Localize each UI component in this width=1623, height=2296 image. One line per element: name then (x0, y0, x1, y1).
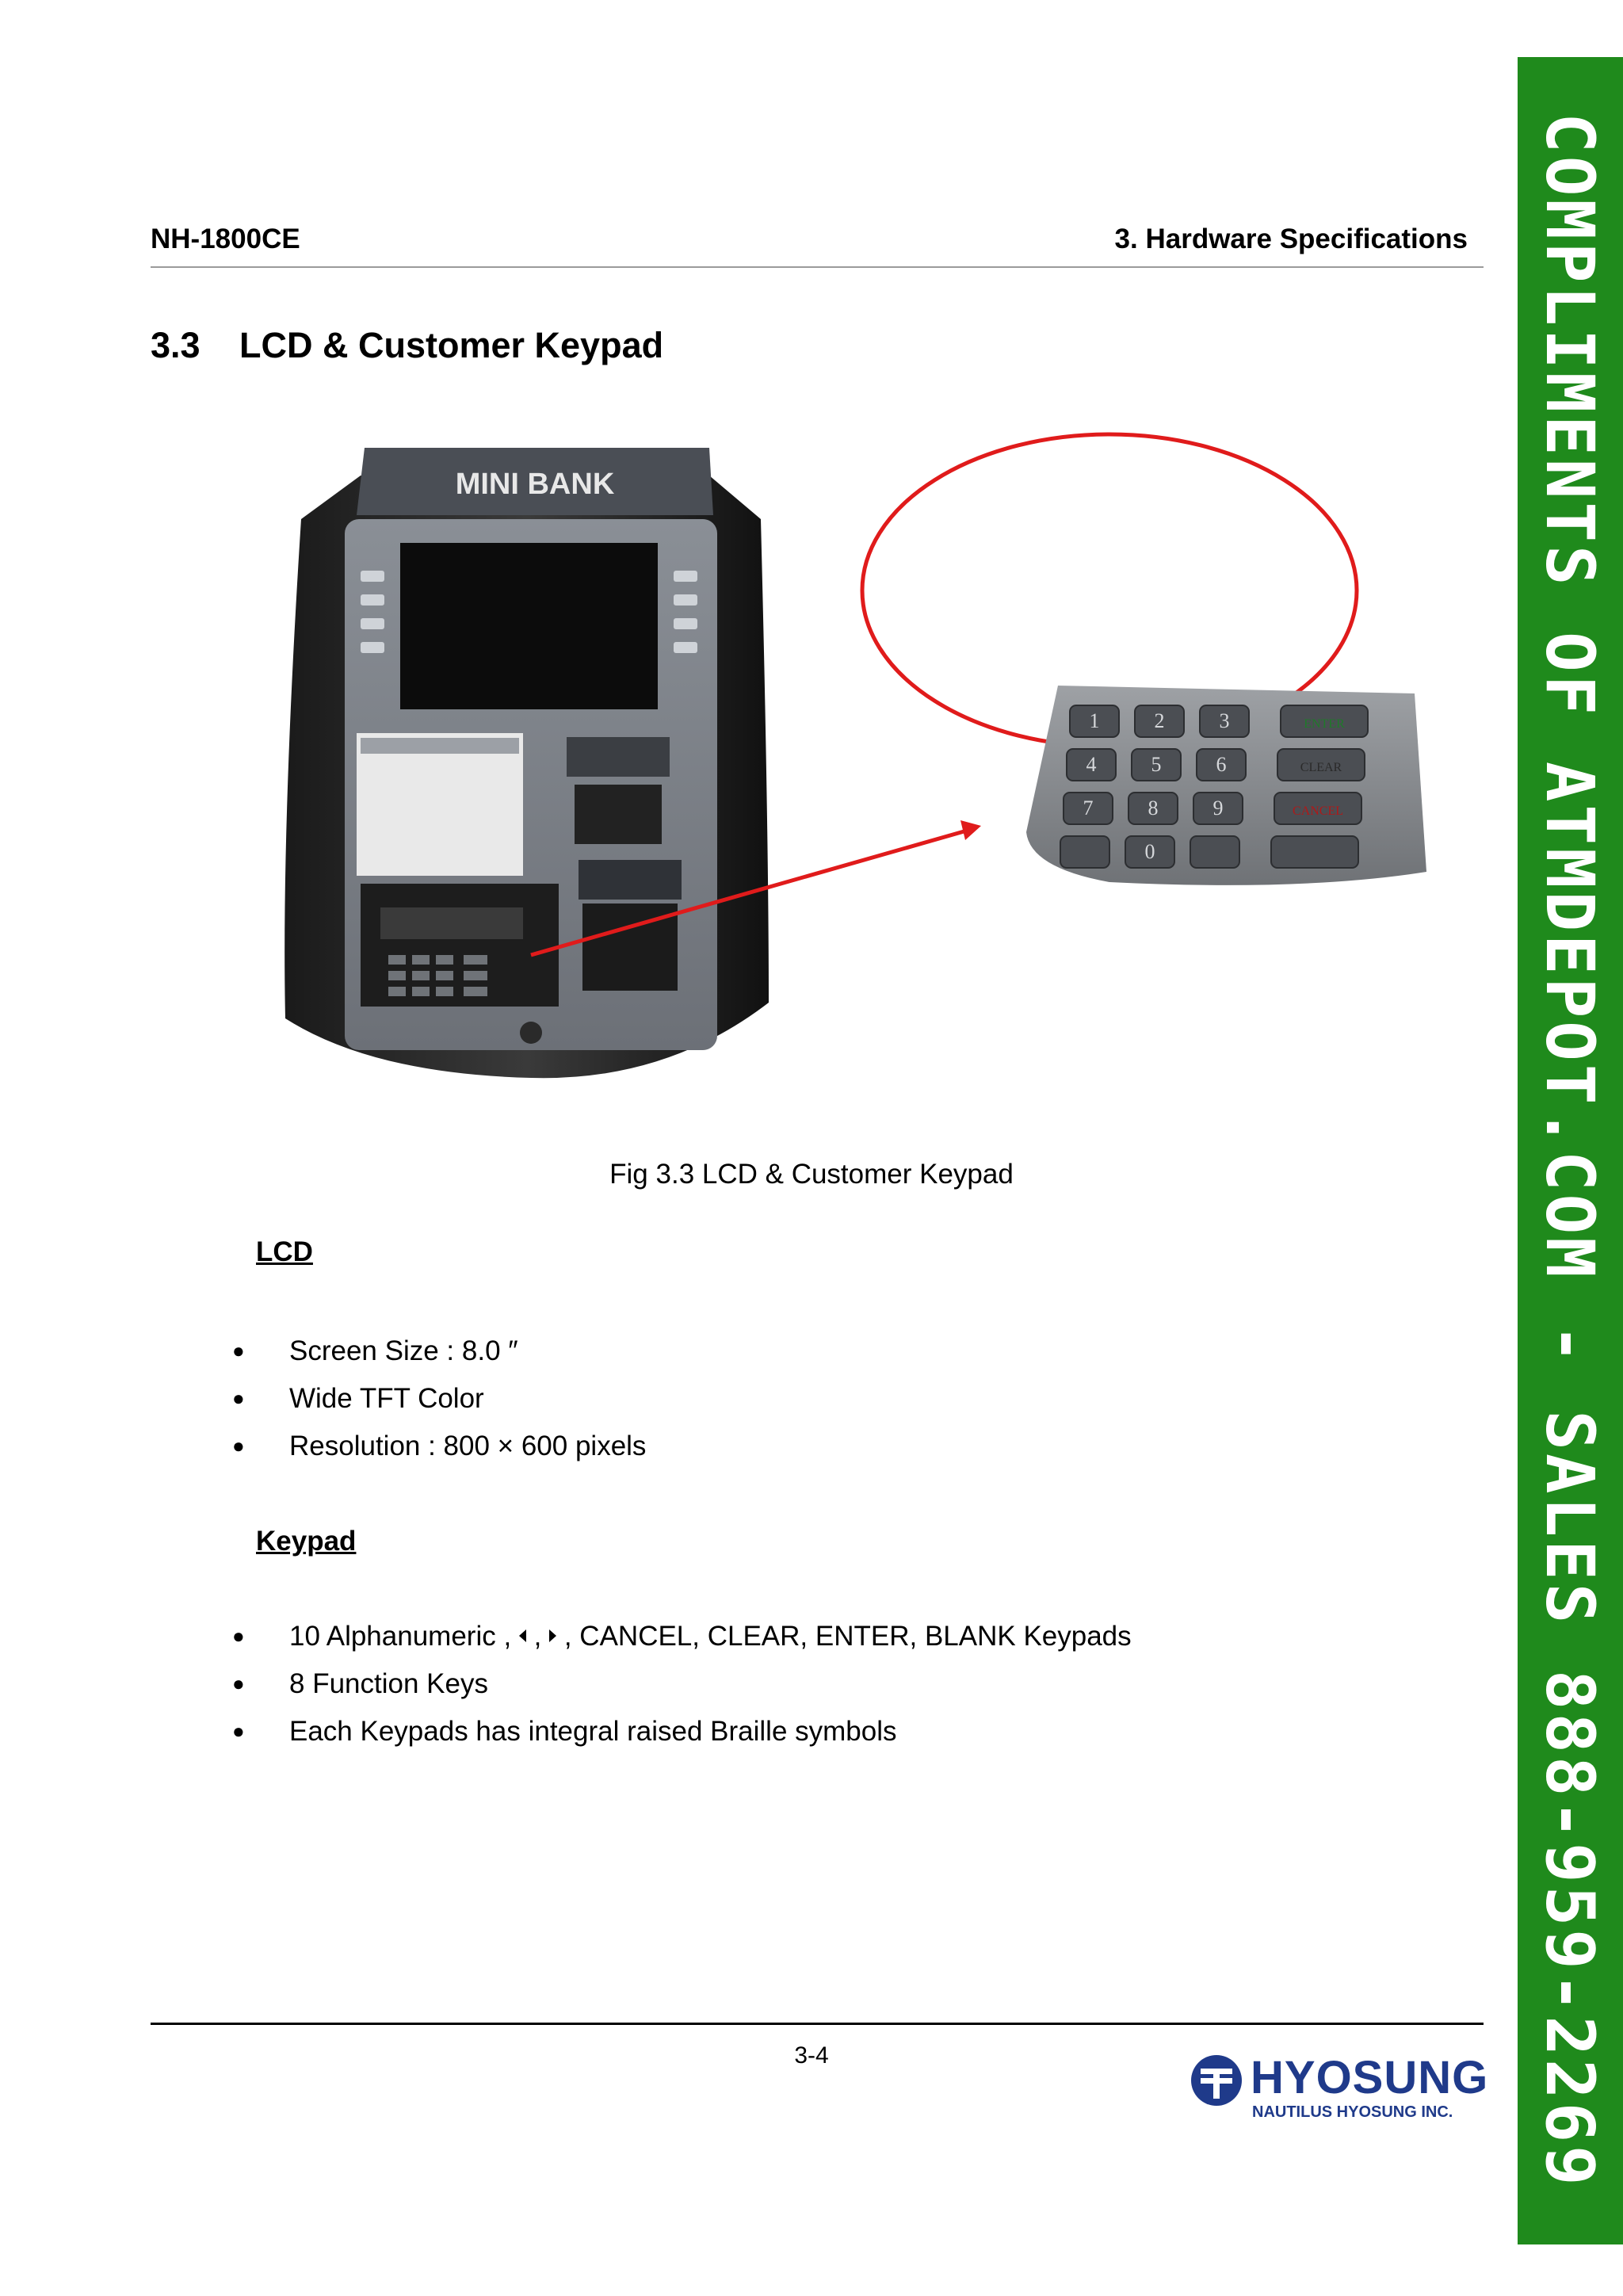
lcd-item: ● Resolution : 800 × 600 pixels (232, 1431, 647, 1461)
keypad-key-label: 4 (1086, 753, 1097, 776)
keypad-heading: Keypad (256, 1526, 357, 1557)
keypad-item: ● 8 Function Keys (232, 1668, 488, 1699)
figure-caption: Fig 3.3 LCD & Customer Keypad (609, 1159, 1014, 1190)
header-chapter: 3. Hardware Specifications (1114, 223, 1468, 254)
atm-image (285, 448, 769, 1078)
keypad-key-label: 6 (1216, 753, 1227, 776)
footer-rule (151, 2023, 1484, 2025)
hyosung-logo-icon (1189, 2053, 1244, 2108)
keypad-item: ● Each Keypads has integral raised Braille symbols (232, 1716, 897, 1747)
header-rule (151, 266, 1484, 268)
section-title-text: LCD & Customer Keypad (239, 325, 664, 365)
keypad-key-label: 5 (1151, 753, 1162, 776)
keypad-key (1060, 836, 1109, 868)
lcd-item: ● Wide TFT Color (232, 1383, 484, 1414)
figure-atm-keypad (269, 432, 1474, 1090)
keypad-key (1271, 836, 1358, 868)
section-title (151, 325, 663, 366)
keypad-key-label: 8 (1148, 797, 1159, 819)
atm-brand-label: MINI BANK (455, 468, 615, 501)
keypad-key-label: 9 (1212, 797, 1224, 819)
keypad-key-label: 3 (1219, 709, 1230, 732)
sidebar-banner (1518, 57, 1623, 2244)
keypad-key-label: ENTER (1304, 717, 1345, 731)
keypad-key-label: 1 (1089, 709, 1100, 732)
keypad-key-label: CLEAR (1300, 761, 1342, 774)
sidebar-banner-text: COMPLIMENTS OF ATMDEPOT.COM - SALES 888-959-2269 (1531, 113, 1609, 2189)
page-number: 3-4 (794, 2042, 829, 2069)
left-arrow-icon (519, 1629, 526, 1642)
brand-name: HYOSUNG (1251, 2052, 1489, 2103)
keypad-item: ● 10 Alphanumeric , , , CANCEL, CLEAR, ENTER, BLANK Keypads (232, 1621, 1132, 1652)
atm-lcd-screen (400, 543, 658, 709)
section-number: 3.3 (151, 325, 200, 365)
keypad-key-label: 7 (1083, 797, 1094, 819)
keypad-key-label: 2 (1154, 709, 1165, 732)
keypad-key-label: 0 (1144, 840, 1155, 863)
right-arrow-icon (549, 1629, 556, 1642)
header-model: NH-1800CE (151, 223, 300, 254)
lcd-item: ● Screen Size : 8.0 ″ (232, 1335, 518, 1366)
keypad-key-label: CANCEL (1293, 804, 1343, 818)
keypad-key (1190, 836, 1239, 868)
lcd-heading: LCD (256, 1236, 313, 1267)
keypad-closeup (1022, 686, 1426, 885)
brand-subtitle: NAUTILUS HYOSUNG INC. (1252, 2103, 1453, 2121)
